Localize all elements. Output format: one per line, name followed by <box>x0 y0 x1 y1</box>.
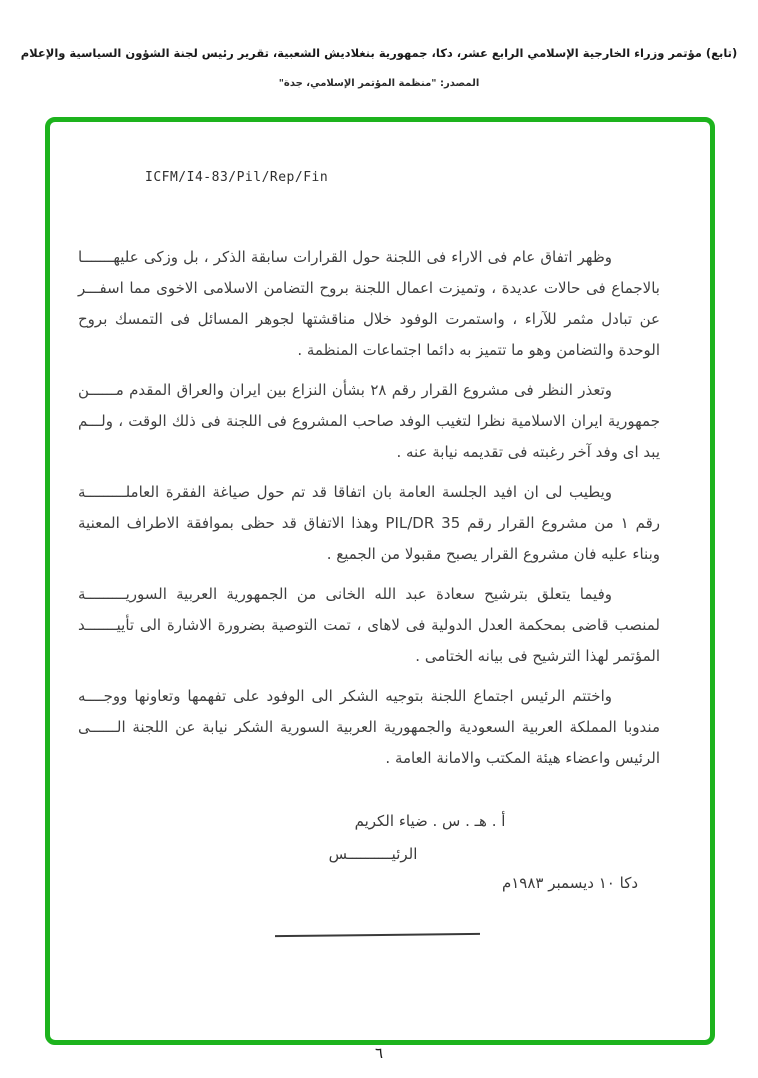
document-body <box>78 242 660 783</box>
body-paragraph: وتعذر النظر فى مشروع القرار رقم ٢٨ بشأن النزاع بين ايران والعراق المقدم مــــــن جمهورية ايران الاسلامية نظرا لتغيب الوفد صاحب المشروع فى اللجنة فى ذلك الوقت ، ولـــم يبد اى وفد آخر رغبته فى تقديمه نيابة عنه . <box>78 381 660 461</box>
document-frame <box>45 117 715 1045</box>
body-paragraph: ويطيب لى ان افيد الجلسة العامة بان اتفاقا قد تم حول صياغة الفقرة العاملـــــــــة رقم ١ من مشروع القرار رقم PIL/DR 35 وهذا الاتفاق قد حظى بموافقة الاطراف المعنية وبناء عليه فان مشروع القرار يصبح مقبولا من الجميع . <box>78 483 660 563</box>
body-paragraph: وفيما يتعلق بترشيح سعادة عبد الله الخانى من الجمهورية العربية السوريـــــــــة لمنصب قاضى بمحكمة العدل الدولية فى لاهاى ، تمت التوصية بضرورة الاشارة الى تأييـــــــد المؤتمر لهذا الترشيح فى بيانه الختامى . <box>78 585 660 665</box>
page-header: (تابع) مؤتمر وزراء الخارجية الإسلامي الرابع عشر، دكا، جمهورية بنغلاديش الشعبية، تقرير رئيس لجنة الشؤون السياسية والإعلام <box>20 46 738 60</box>
dateline: دكا ١٠ ديسمبر ١٩٨٣م <box>501 874 639 892</box>
signature-title: الرئيــــــــــس <box>328 845 418 863</box>
page-number: ٦ <box>374 1044 384 1062</box>
signature-name: أ . هـ . س . ضياء الكريم <box>354 812 506 830</box>
document-reference: ICFM/I4-83/Pil/Rep/Fin <box>145 170 329 185</box>
body-paragraph: وظهر اتفاق عام فى الاراء فى اللجنة حول القرارات سابقة الذكر ، بل وزكى عليهـــــــا بالاجماع فى حالات عديدة ، وتميزت اعمال اللجنة بروح التضامن الاسلامى الاخوى مما اسفـــر عن تبادل مثمر للآراء ، واستمرت الوفود خلال مناقشتها لجوهر المسائل فى التمسك بروح الوحدة والتضامن وهو ما تتميز به دائما اجتماعات المنظمة . <box>78 248 660 359</box>
source-line: المصدر: "منظمة المؤتمر الإسلامي، جدة" <box>278 78 480 89</box>
signature-rule <box>275 933 480 937</box>
body-paragraph: واختتم الرئيس اجتماع اللجنة بتوجيه الشكر الى الوفود على تفهمها وتعاونها ووجــــه مندوبا المملكة العربية السعودية والجمهورية العربية السورية الشكر نيابة عن اللجنة الــــــى الرئيس واعضاء هيئة المكتب والامانة العامة . <box>78 687 660 767</box>
